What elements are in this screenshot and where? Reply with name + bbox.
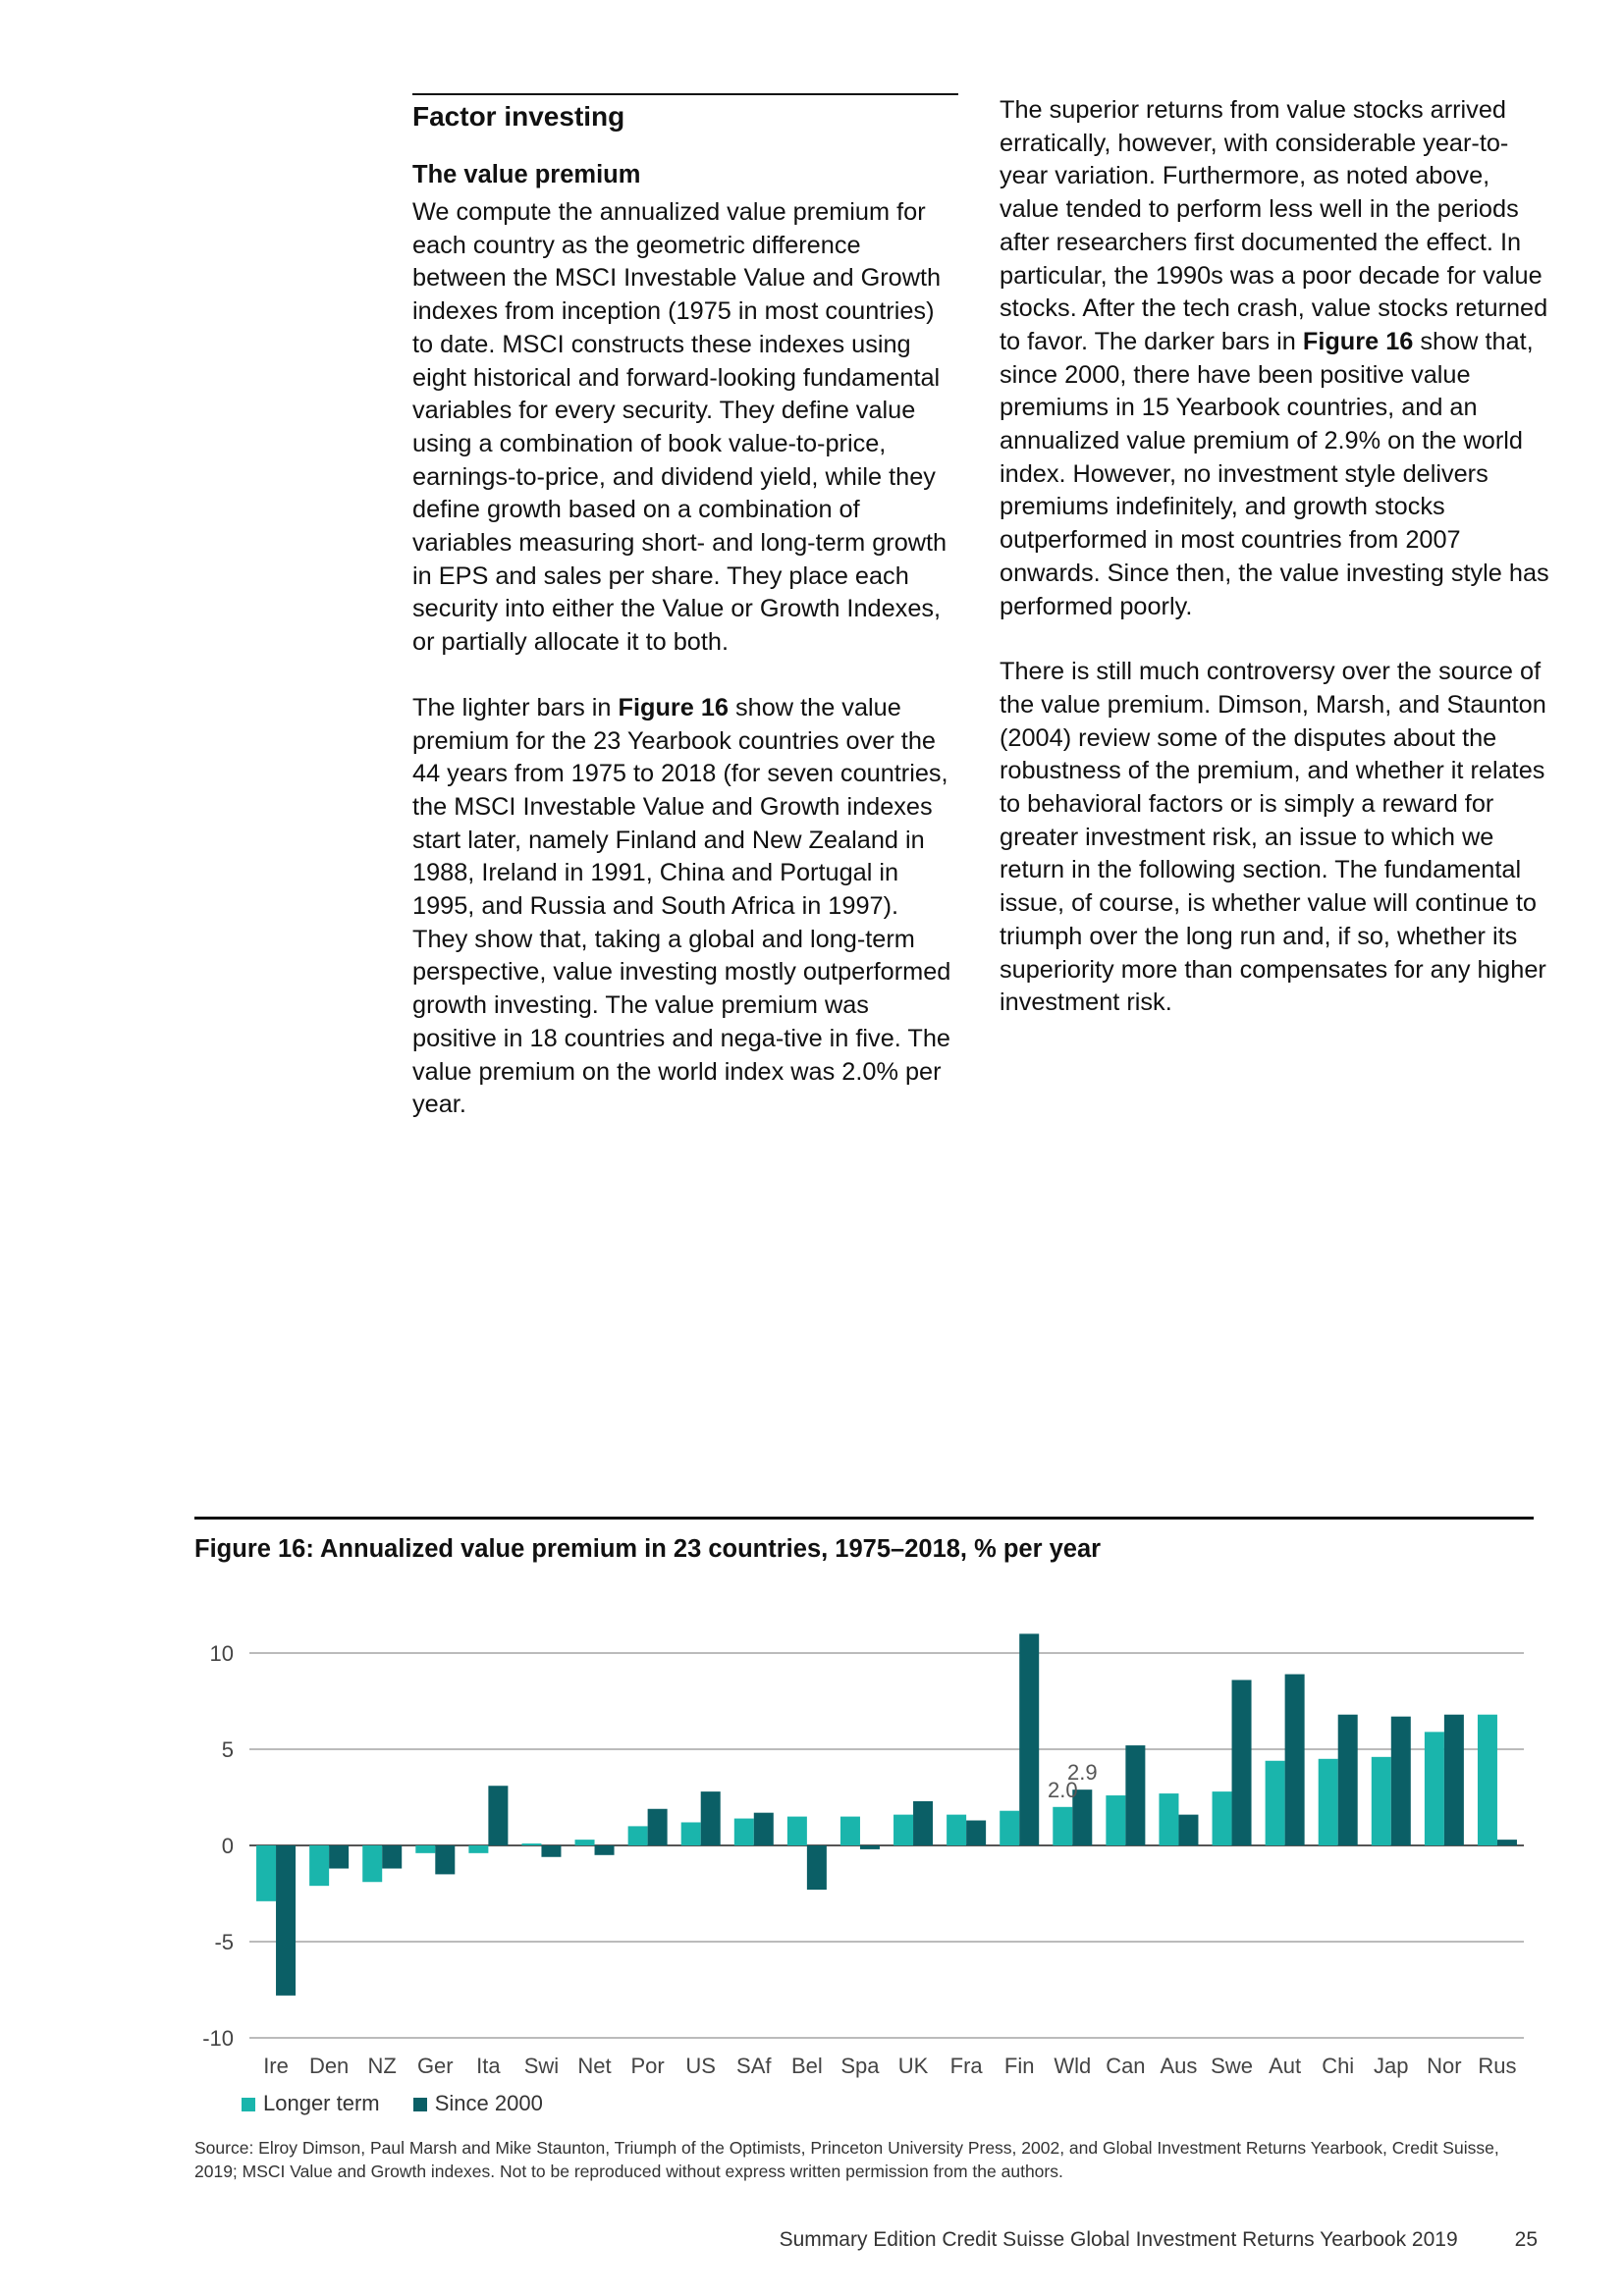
bar-since-2000-swe — [1232, 1680, 1252, 1845]
x-tick-label: Can — [1106, 2054, 1146, 2078]
x-tick-label: Bel — [790, 2054, 823, 2078]
bar-longer-term-saf — [734, 1819, 754, 1845]
x-tick-label: Net — [577, 2054, 612, 2078]
paragraph: There is still much controversy over the source of the value premium. Dimson, Marsh, and Staunton (2004) review some of the disputes about the robustness of the premium, and whether it relates to behavioral factors or is simply a reward for greater investment risk, an issue to which we return in the following section. The fundamental issue, of course, is whether value will continue to triumph over the long run and, if so, whether its superiority more than compensates for any higher investment risk. — [1000, 658, 1546, 1017]
bar-since-2000-us — [701, 1791, 721, 1845]
legend-label: Longer term — [263, 2091, 380, 2115]
x-tick-label: SAf — [736, 2054, 772, 2078]
x-tick-label: Aut — [1269, 2054, 1302, 2078]
x-tick-label: Ita — [476, 2054, 501, 2078]
bar-longer-term-can — [1106, 1795, 1125, 1845]
paragraph — [1000, 94, 1549, 623]
bar-since-2000-swi — [541, 1845, 561, 1857]
page-number: 25 — [1514, 2228, 1538, 2251]
bar-since-2000-net — [595, 1845, 615, 1855]
bar-since-2000-ger — [435, 1845, 455, 1874]
x-tick-label: Ger — [416, 2054, 454, 2078]
text-run: show that, since 2000, there have been positive value premiums in 15 Yearbook countries, and an annualized value premium of 2.9% on the world index. However, no investment style delivers premiums indefinitely, and growth stocks outperformed in most countries from 2007 onwards. Since then, the value investing style has performed poorly. — [1000, 327, 1549, 620]
bar-since-2000-fra — [966, 1821, 986, 1845]
y-tick-label: 10 — [209, 1641, 234, 1666]
y-tick-label: -10 — [202, 2026, 234, 2051]
figure-header — [194, 1517, 1534, 1565]
legend-swatch — [413, 2098, 427, 2111]
bar-longer-term-uk — [893, 1815, 913, 1845]
bar-longer-term-fin — [1000, 1811, 1019, 1845]
x-tick-label: Rus — [1478, 2054, 1517, 2078]
text-run: show the value premium for the 23 Yearbook countries over the 44 years from 1975 to 2018 (for seven countries, the MSCI Investable Value and Growth indexes start later, namely Finland and New Zealand in 1988, Ireland in 1991, China and Portugal in 1995, and Russia and South Africa in 1997). They show that, taking a global and long-term perspective, value investing mostly outperformed growth investing. The value premium was positive in 18 countries and nega-tive in five. The value premium on the world index was 2.0% per year. — [412, 693, 951, 1119]
divider — [194, 1517, 1534, 1520]
figure-reference: Figure 16 — [618, 693, 729, 721]
bar-since-2000-fin — [1019, 1633, 1039, 1845]
bar-longer-term-aut — [1266, 1761, 1285, 1845]
chart-legend — [242, 2091, 570, 2116]
x-tick-label: Ire — [263, 2054, 289, 2078]
footer-text: Summary Edition Credit Suisse Global Investment Returns Yearbook 2019 — [779, 2228, 1458, 2251]
x-tick-label: Nor — [1427, 2054, 1462, 2078]
bar-longer-term-ger — [415, 1845, 435, 1853]
subsection-title: The value premium — [412, 161, 641, 188]
bar-longer-term-chi — [1319, 1759, 1338, 1845]
paragraph: We compute the annualized value premium for each country as the geometric difference between the MSCI Investable Value and Growth indexes from inception (1975 in most countries) to date. MSCI constructs these indexes using eight historical and forward-looking fundamental variables for every security. They define value using a combination of book value-to-price, earnings-to-price, and dividend yield, while they define growth based on a combination of variables measuring short- and long-term growth in EPS and sales per share. They place each security into either the Value or Growth Indexes, or partially allocate it to both. — [412, 198, 947, 657]
legend-item-longer-term — [242, 2091, 380, 2116]
bar-longer-term-por — [628, 1826, 648, 1845]
x-tick-label: Fra — [949, 2054, 983, 2078]
bar-since-2000-saf — [754, 1813, 774, 1845]
bar-since-2000-bel — [807, 1845, 827, 1890]
bar-longer-term-nor — [1425, 1732, 1444, 1845]
bar-since-2000-uk — [913, 1801, 933, 1845]
bar-since-2000-den — [329, 1845, 349, 1869]
bar-longer-term-swe — [1213, 1791, 1232, 1845]
x-tick-label: Fin — [1003, 2054, 1035, 2078]
bar-since-2000-chi — [1338, 1715, 1358, 1845]
x-tick-label: Jap — [1374, 2054, 1409, 2078]
bar-longer-term-fra — [947, 1815, 966, 1845]
bar-longer-term-rus — [1478, 1715, 1497, 1845]
text-run: The lighter bars in — [412, 693, 619, 721]
bar-longer-term-jap — [1372, 1757, 1391, 1845]
bar-longer-term-us — [681, 1822, 701, 1845]
x-tick-label: UK — [897, 2054, 929, 2078]
bar-since-2000-por — [648, 1809, 668, 1845]
bar-longer-term-net — [575, 1840, 595, 1845]
bar-since-2000-ire — [276, 1845, 296, 1996]
bar-since-2000-nor — [1444, 1715, 1464, 1845]
legend-label: Since 2000 — [434, 2091, 543, 2115]
page-footer — [780, 2228, 1538, 2252]
x-tick-label: US — [685, 2054, 716, 2078]
x-tick-label: Spa — [840, 2054, 880, 2078]
bar-longer-term-den — [309, 1845, 329, 1886]
y-tick-label: 0 — [221, 1834, 234, 1858]
bar-longer-term-swi — [521, 1843, 541, 1845]
y-tick-label: 5 — [221, 1737, 234, 1762]
section-title: Factor investing — [412, 101, 625, 132]
bar-longer-term-spa — [840, 1817, 860, 1845]
figure-source-note: Source: Elroy Dimson, Paul Marsh and Mike Staunton, Triumph of the Optimists, Princeton University Press, 2002, and Global Investment Returns Yearbook, Credit Suisse, 2019; MSCI Value and Growth indexes. Not to be reproduced without express written permission from the authors. — [194, 2138, 1499, 2181]
bar-since-2000-aus — [1178, 1815, 1198, 1845]
x-tick-label: NZ — [367, 2054, 397, 2078]
bar-longer-term-ire — [256, 1845, 276, 1901]
x-tick-label: Swi — [523, 2054, 560, 2078]
right-column — [1000, 94, 1549, 1052]
x-tick-label: Wld — [1054, 2054, 1092, 2078]
legend-item-since-2000 — [413, 2091, 543, 2116]
figure-reference: Figure 16 — [1302, 327, 1414, 355]
bar-since-2000-can — [1125, 1745, 1145, 1845]
bar-longer-term-ita — [468, 1845, 488, 1853]
bar-longer-term-wld — [1053, 1807, 1072, 1845]
left-column — [412, 93, 958, 1154]
bar-since-2000-jap — [1391, 1717, 1411, 1845]
x-tick-label: Den — [308, 2054, 350, 2078]
legend-swatch — [242, 2098, 255, 2111]
bar-chart — [194, 1610, 1534, 2091]
bar-since-2000-nz — [382, 1845, 402, 1869]
bar-since-2000-rus — [1497, 1840, 1517, 1845]
x-tick-label: Aus — [1160, 2054, 1198, 2078]
bar-since-2000-aut — [1285, 1675, 1305, 1845]
bar-longer-term-nz — [362, 1845, 382, 1882]
bar-since-2000-spa — [860, 1845, 880, 1849]
bar-since-2000-ita — [488, 1786, 508, 1845]
data-label: 2.0 — [1047, 1777, 1078, 1802]
y-tick-label: -5 — [214, 1930, 234, 1954]
bar-longer-term-bel — [787, 1817, 807, 1845]
x-tick-label: Por — [630, 2054, 665, 2078]
data-label: 2.9 — [1066, 1760, 1098, 1786]
figure-title: Figure 16: Annualized value premium in 23 countries, 1975–2018, % per year — [194, 1535, 1102, 1563]
paragraph — [412, 692, 958, 1122]
bar-longer-term-aus — [1159, 1793, 1178, 1845]
x-tick-label: Swe — [1211, 2054, 1253, 2078]
x-tick-label: Chi — [1322, 2054, 1355, 2078]
text-run: The superior returns from value stocks arrived erratically, however, with considerable year-to-year variation. Furthermore, as noted above, value tended to perform less well in the periods after researchers first documented the effect. In particular, the 1990s was a poor decade for value stocks. After the tech crash, value stocks returned to favor. The darker bars in — [1000, 96, 1548, 355]
